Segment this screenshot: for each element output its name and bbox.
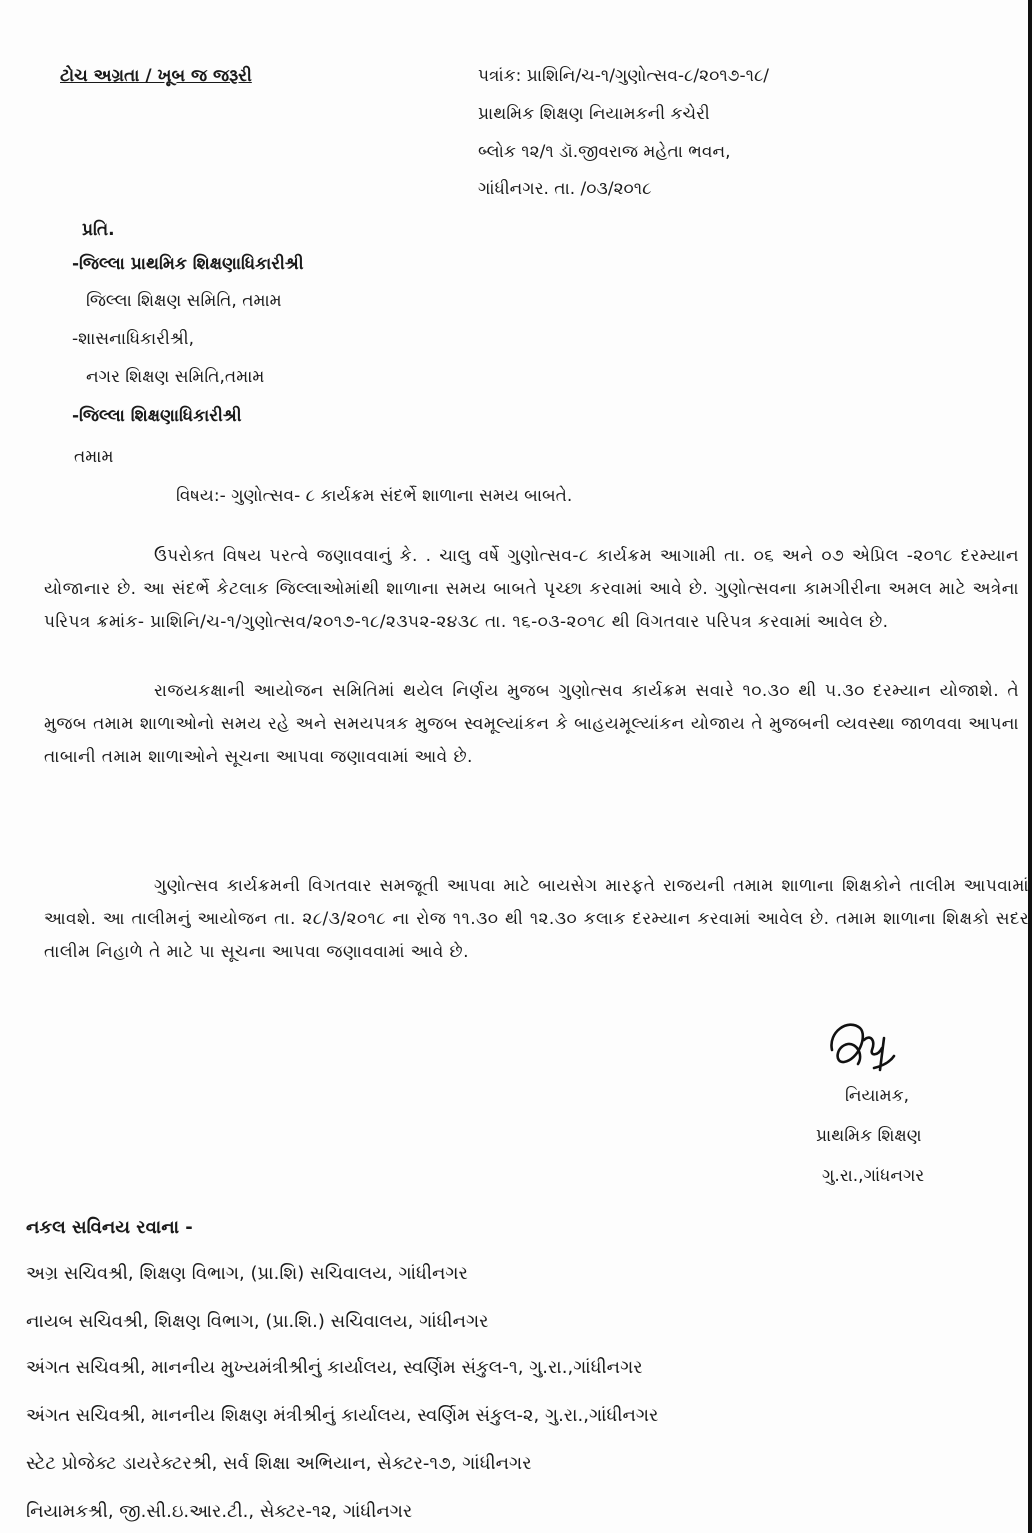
- copy-to-item: નાયબ સચિવશ્રી, શિક્ષણ વિભાગ, (પ્રા.શિ.) સચિવાલય, ગાંધીનગર: [26, 1311, 489, 1332]
- body-paragraph-2: [44, 675, 1019, 774]
- copy-to-item: અંગત સચિવશ્રી, માનનીય શિક્ષણ મંત્રીશ્રીનું કાર્યાલય, સ્વર્ણિમ સંકુલ-૨, ગુ.રા.,ગાંધીનગર: [26, 1405, 659, 1426]
- recipient-line: -શાસનાધિકારીશ્રી,: [72, 329, 194, 349]
- body-paragraph-1: [44, 540, 1019, 639]
- place-and-date: ગાંધીનગર. તા. /૦૩/૨૦૧૮: [478, 179, 652, 199]
- signatory-place: ગુ.રા.,ગાંધનગર: [822, 1166, 925, 1186]
- priority-label: ટોચ અગ્રતા / ખૂબ જ જરૂરી: [60, 66, 252, 86]
- copy-to-item: અગ્ર સચિવશ્રી, શિક્ષણ વિભાગ, (પ્રા.શિ) સચિવાલય, ગાંધીનગર: [26, 1263, 468, 1284]
- recipient-line: -જિલ્લા શિક્ષણાધિકારીશ્રી: [72, 406, 242, 426]
- recipient-line: નગર શિક્ષણ સમિતિ,તમામ: [86, 367, 265, 387]
- recipient-line: -જિલ્લા પ્રાથમિક શિક્ષણાધિકારીશ્રી: [72, 254, 304, 274]
- recipient-line: તમામ: [74, 447, 114, 467]
- recipients-label: પ્રતિ.: [82, 220, 115, 240]
- copy-to-item: સ્ટેટ પ્રોજેક્ટ ડાયરેક્ટરશ્રી, સર્વ શિક્ષા અભિયાન, સેક્ટર-૧૭, ગાંધીનગર: [26, 1453, 532, 1474]
- copy-to-label: નકલ સવિનય રવાના -: [26, 1217, 193, 1238]
- letter-subject: વિષય:- ગુણોત્સવ- ૮ કાર્યક્રમ સંદર્ભે શાળાના સમય બાબતે.: [176, 486, 573, 506]
- office-address: બ્લોક ૧૨/૧ ડૉ.જીવરાજ મહેતા ભવન,: [478, 142, 731, 162]
- body-paragraph-3-text: ગુણોત્સવ કાર્યક્રમની વિગતવાર સમજૂતી આપવા માટે બાયસેગ મારફતે રાજયની તમામ શાળાના શિક્ષકોને તાલીમ આપવામાં આવશે. આ તાલીમનું આયોજન તા. ૨૮/૩/૨૦૧૮ ના રોજ ૧૧.૩૦ થી ૧૨.૩૦ કલાક દરમ્યાન કરવામાં આવેલ છે. તમામ શાળાના શિક્ષકો સદર તાલીમ નિહાળે તે માટે પા સૂચના આપવા જણાવવામાં આવે છે.: [44, 876, 1029, 962]
- recipient-line: જિલ્લા શિક્ષણ સમિતિ, તમામ: [86, 291, 282, 311]
- signatory-department: પ્રાથમિક શિક્ષણ: [816, 1126, 922, 1146]
- copy-to-item: અંગત સચિવશ્રી, માનનીય મુખ્યમંત્રીશ્રીનું કાર્યાલય, સ્વર્ણિમ સંકુલ-૧, ગુ.રા.,ગાંધીનગર: [26, 1357, 643, 1378]
- body-paragraph-2-text: રાજયકક્ષાની આયોજન સમિતિમાં થયેલ નિર્ણય મુજબ ગુણોત્સવ કાર્યક્રમ સવારે ૧૦.૩૦ થી ૫.૩૦ દરમ્યાન યોજાશે. તે મુજબ તમામ શાળાઓનો સમય રહે અને સમયપત્રક મુજબ સ્વમૂલ્યાંકન કે બાહયમૂલ્યાંકન યોજાય તે મુજબની વ્યવસ્થા જાળવવા આપના તાબાની તમામ શાળાઓને સૂચના આપવા જણાવવામાં આવે છે.: [44, 681, 1019, 767]
- body-paragraph-3: [44, 870, 1029, 969]
- body-paragraph-1-text: ઉપરોક્ત વિષય પરત્વે જણાવવાનું કે. . ચાલુ વર્ષે ગુણોત્સવ-૮ કાર્યક્રમ આગામી તા. ૦૬ અને ૦૭ એપ્રિલ -૨૦૧૮ દરમ્યાન યોજાનાર છે. આ સંદર્ભે કેટલાક જિલ્લાઓમાંથી શાળાના સમય બાબતે પૃચ્છા કરવામાં આવે છે. ગુણોત્સવના કામગીરીના અમલ માટે અત્રેના પરિપત્ર ક્રમાંક- પ્રાશિનિ/ચ-૧/ગુણોત્સવ/૨૦૧૭-૧૮/૨૩૫૨-૨૪૩૮ તા. ૧૬-૦૩-૨૦૧૮ થી વિગતવાર પરિપત્ર કરવામાં આવેલ છે.: [44, 546, 1019, 632]
- issuing-office: પ્રાથમિક શિક્ષણ નિયામકની કચેરી: [478, 104, 710, 124]
- page-edge-border: [1028, 0, 1032, 1533]
- handwritten-signature: [818, 1010, 908, 1090]
- signatory-title: નિયામક,: [845, 1086, 910, 1106]
- letter-reference-number: પત્રાંક: પ્રાશિનિ/ચ-૧/ગુણોત્સવ-૮/૨૦૧૭-૧૮/: [478, 66, 770, 86]
- copy-to-item: નિયામકશ્રી, જી.સી.ઇ.આર.ટી., સેક્ટર-૧૨, ગાંધીનગર: [26, 1501, 413, 1522]
